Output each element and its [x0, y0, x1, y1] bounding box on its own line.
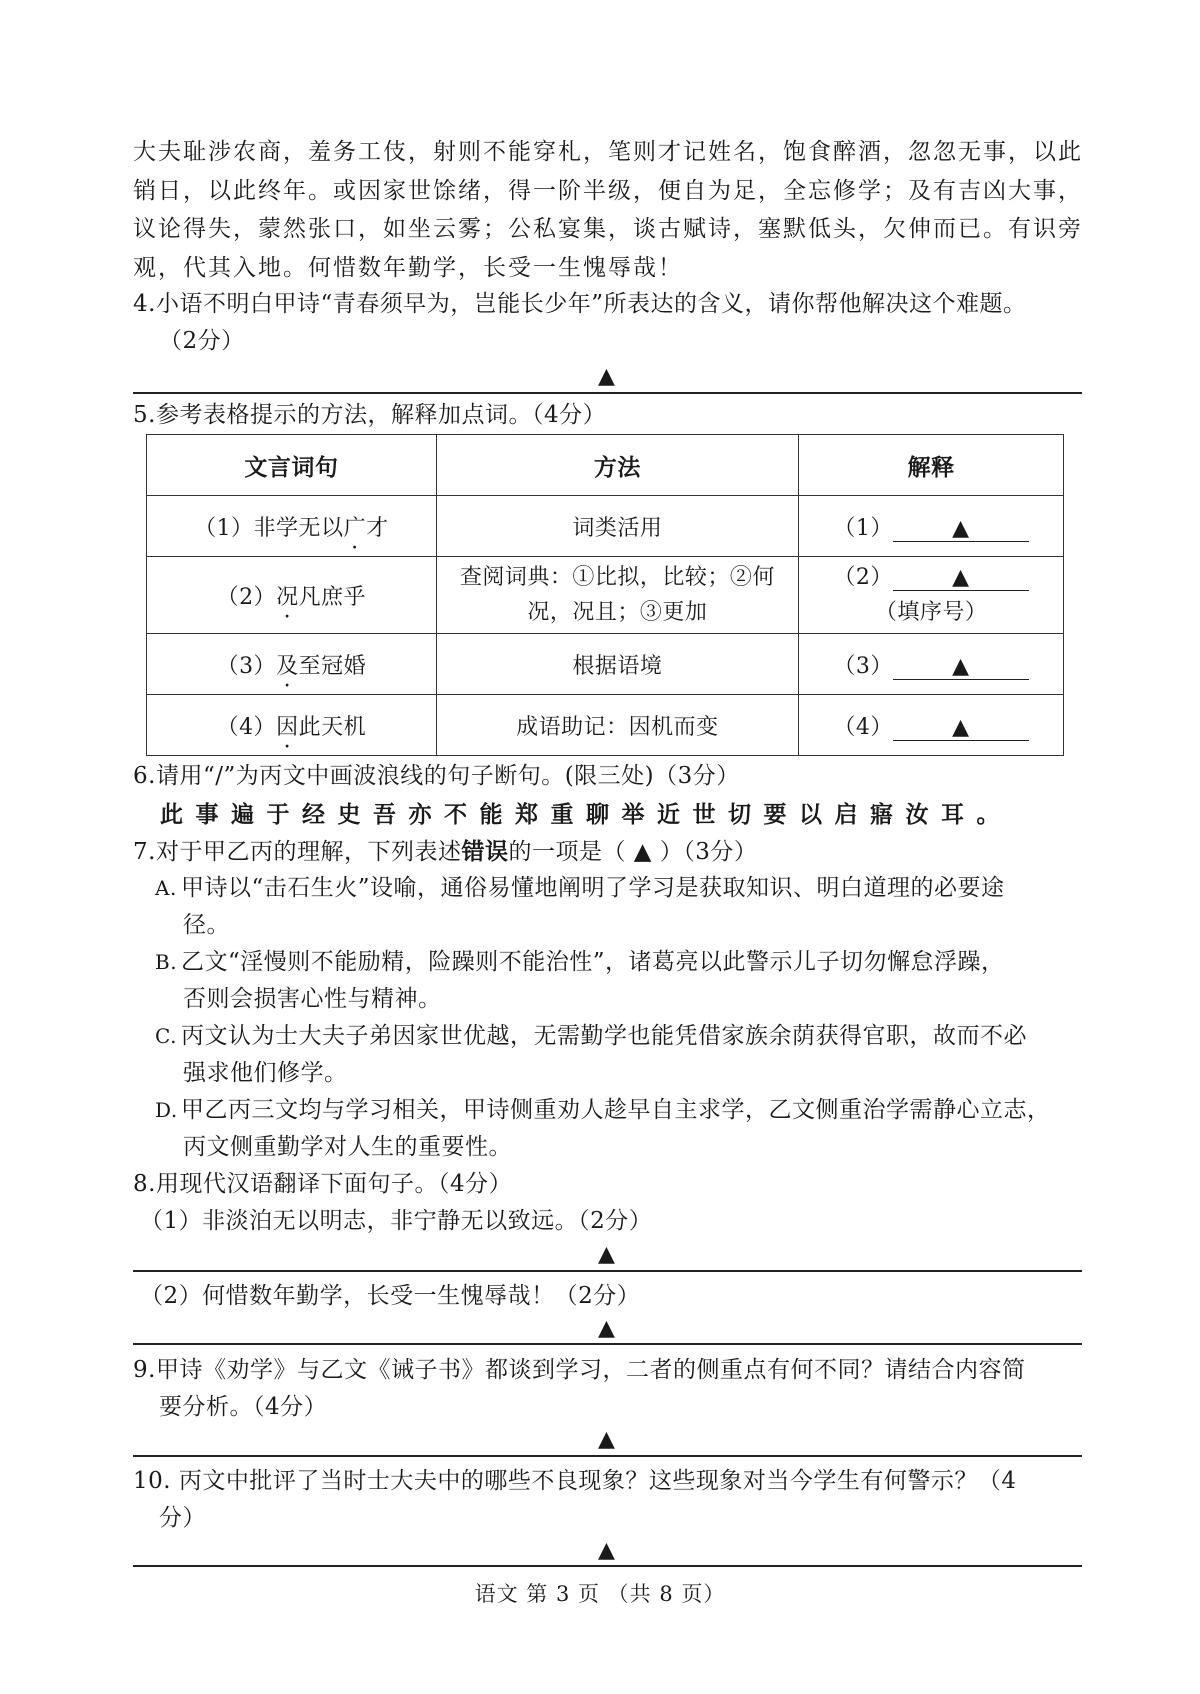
- table-row: [147, 496, 1064, 557]
- q5-table: [146, 434, 1064, 756]
- passage-line: 大夫耻涉农商，羞务工伎，射则不能穿札，笔则才记姓名，饱食醉酒，忽忽无事，以此: [133, 139, 1083, 165]
- table-row: [147, 634, 1064, 695]
- answer-line-q9[interactable]: [133, 1455, 1082, 1457]
- method-cell: 词类活用: [436, 496, 799, 557]
- answer-blank[interactable]: ▲: [893, 716, 1029, 741]
- option-d[interactable]: D. 甲乙丙三文均与学习相关，甲诗侧重劝人趁早自主求学，乙文侧重治学需静心立志， 丙文侧重勤学对人生的重要性。: [155, 1097, 1051, 1160]
- answer-cell[interactable]: （2） ▲ （填序号）: [799, 557, 1064, 634]
- answer-marker-triangle-icon[interactable]: ▲: [633, 839, 652, 865]
- table-row: [147, 557, 1064, 634]
- answer-cell[interactable]: （3） ▲: [799, 634, 1064, 695]
- passage-line: 议论得失，蒙然张口，如坐云雾；公私宴集，谈古赋诗，塞默低头，欠伸而已。有识旁: [133, 216, 1083, 242]
- answer-line-q4[interactable]: [133, 392, 1082, 394]
- option-b[interactable]: B. 乙文“淫慢则不能励精，险躁则不能治性”，诸葛亮以此警示儿子切勿懈怠浮躁， 否则会损害心性与精神。: [155, 949, 1005, 1012]
- answer-cell[interactable]: （4） ▲: [799, 695, 1064, 756]
- answer-line-q8-1[interactable]: [133, 1270, 1082, 1272]
- phrase-cell: （3）及至冠婚: [147, 634, 437, 695]
- option-c[interactable]: C. 丙文认为士大夫子弟因家世优越，无需勤学也能凭借家族余荫获得官职，故而不必 强求他们修学。: [155, 1023, 1027, 1086]
- question-8-sub2: （2）何惜数年勤学，长受一生愧辱哉！（2分）: [140, 1283, 641, 1309]
- answer-blank[interactable]: ▲: [893, 517, 1029, 542]
- answer-marker-triangle-icon: ▲: [598, 1538, 616, 1563]
- answer-line-q8-2[interactable]: [133, 1343, 1082, 1345]
- question-5-title: 5.参考表格提示的方法，解释加点词。（4分）: [133, 402, 607, 428]
- answer-blank[interactable]: ▲: [893, 566, 1029, 591]
- table-header: 解释: [799, 435, 1064, 496]
- answer-marker-triangle-icon: ▲: [598, 364, 616, 389]
- question-8-title: 8.用现代汉语翻译下面句子。（4分）: [133, 1171, 513, 1197]
- question-10: 10. 丙文中批评了当时士大夫中的哪些不良现象？这些现象对当今学生有何警示？（4 分）: [133, 1468, 1017, 1531]
- answer-line-q10[interactable]: [133, 1565, 1082, 1567]
- passage-line: 观，代其入地。何惜数年勤学，长受一生愧辱哉！: [133, 254, 683, 281]
- question-6-title: 6.请用“/”为丙文中画波浪线的句子断句。(限三处)（3分）: [133, 763, 740, 789]
- wavy-sentence: 此事遍于经史吾亦不能郑重聊举近世切要以启寤汝耳。: [160, 801, 1012, 828]
- question-8-sub1: （1）非淡泊无以明志，非宁静无以致远。（2分）: [140, 1208, 653, 1234]
- phrase-cell: （4）因此天机: [147, 695, 437, 756]
- question-7-title: 7.对于甲乙丙的理解，下列表述错误的一项是（ ▲ ）（3分）: [133, 838, 758, 865]
- page-footer: 语文 第 3 页 （共 8 页）: [474, 1582, 726, 1606]
- answer-marker-triangle-icon: ▲: [598, 1427, 616, 1452]
- option-a[interactable]: A. 甲诗以“击石生火”设喻，通俗易懂地阐明了学习是获取知识、明白道理的必要途 径。: [155, 875, 1005, 938]
- question-4-line2: （2分）: [159, 328, 245, 354]
- table-header: 方法: [436, 435, 799, 496]
- table-header: 文言词句: [147, 435, 437, 496]
- phrase-cell: （1）非学无以广才: [147, 496, 437, 557]
- dotted-word: 广: [343, 515, 367, 541]
- dotted-word: 因: [276, 714, 299, 740]
- question-4: [133, 286, 1093, 360]
- method-cell: 成语助记：因机而变: [436, 695, 799, 756]
- passage-text: [133, 133, 1083, 287]
- question-9: 9.甲诗《劝学》与乙文《诫子书》都谈到学习，二者的侧重点有何不同？请结合内容简 要分析。（4分）: [133, 1357, 1026, 1420]
- passage-line: 销日，以此终年。或因家世馀绪，得一阶半级，便自为足，全忘修学；及有吉凶大事，: [133, 177, 1083, 204]
- answer-blank[interactable]: ▲: [893, 655, 1029, 680]
- answer-cell[interactable]: （1） ▲: [799, 496, 1064, 557]
- question-4-line1: 4.小语不明白甲诗“青春须早为，岂能长少年”所表达的含义，请你帮他解决这个难题。: [133, 291, 1027, 317]
- dotted-word: 及: [276, 653, 299, 679]
- table-row: [147, 695, 1064, 756]
- answer-marker-triangle-icon: ▲: [598, 1316, 616, 1341]
- dotted-word: 况: [276, 584, 299, 610]
- phrase-cell: （2）况凡庶乎: [147, 557, 437, 634]
- method-cell: 根据语境: [436, 634, 799, 695]
- answer-marker-triangle-icon: ▲: [598, 1242, 616, 1267]
- method-cell: 查阅词典：①比拟，比较；②何 况，况且；③更加: [436, 557, 799, 634]
